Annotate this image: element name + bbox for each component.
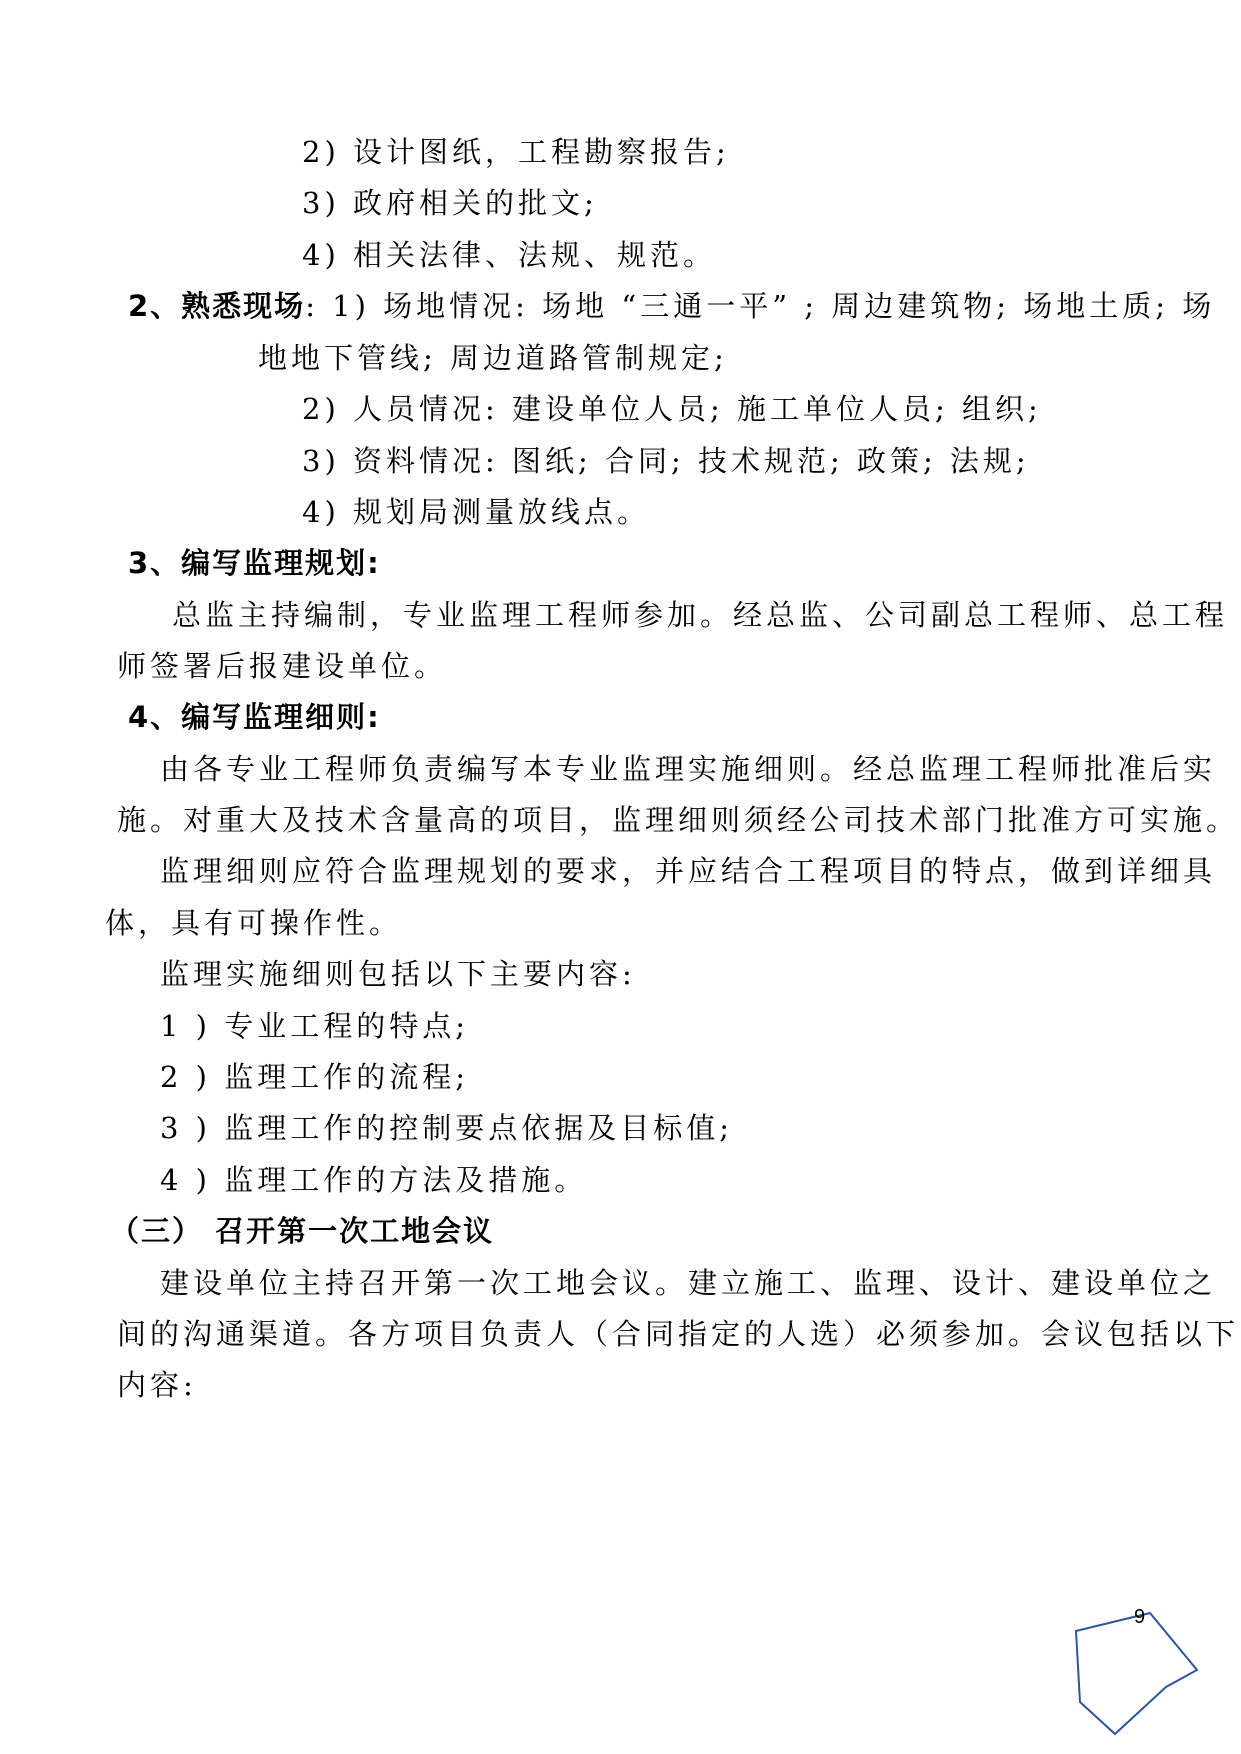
section-3-heading: 3、编写监理规划:: [128, 546, 381, 580]
section-4-paragraph-1-line-1: 由各专业工程师负责编写本专业监理实施细则。经总监理工程师批准后实: [160, 752, 1217, 786]
section-three-paragraph-line-1: 建设单位主持召开第一次工地会议。建立施工、监理、设计、建设单位之: [160, 1266, 1217, 1300]
section-4-heading: 4、编写监理细则:: [128, 700, 381, 734]
section-4-paragraph-2-line-1: 监理细则应符合监理规划的要求，并应结合工程项目的特点，做到详细具: [160, 854, 1217, 888]
section-4-item-3: 3 ) 监理工作的控制要点依据及目标值;: [160, 1111, 733, 1145]
section-three-heading: （三） 召开第一次工地会议: [110, 1214, 495, 1248]
basis-item-3: 3) 政府相关的批文;: [302, 186, 598, 220]
section-2-item-4: 4) 规划局测量放线点。: [302, 495, 650, 529]
basis-item-4: 4) 相关法律、法规、规范。: [302, 238, 716, 272]
basis-item-2: 2) 设计图纸，工程勘察报告;: [302, 135, 730, 169]
section-three-paragraph-line-2: 间的沟通渠道。各方项目负责人（合同指定的人选）必须参加。会议包括以下: [117, 1317, 1240, 1351]
page-number-outline: [1076, 1613, 1197, 1734]
section-4-item-1: 1 ) 专业工程的特点;: [160, 1009, 469, 1043]
section-4-item-2: 2 ) 监理工作的流程;: [160, 1060, 469, 1094]
section-4-paragraph-3: 监理实施细则包括以下主要内容:: [160, 957, 636, 991]
section-4-paragraph-2-line-2: 体，具有可操作性。: [105, 906, 403, 940]
section-2-item-2: 2) 人员情况: 建设单位人员; 施工单位人员; 组织;: [302, 392, 1042, 426]
page-number: 9: [1134, 1606, 1146, 1628]
section-2-site-conditions: : 1) 场地情况: 场地 “三通一平” ; 周边建筑物; 场地土质; 场: [305, 289, 1216, 323]
section-4-item-4: 4 ) 监理工作的方法及措施。: [160, 1163, 588, 1197]
section-4-paragraph-1-line-2: 施。对重大及技术含量高的项目，监理细则须经公司技术部门批准方可实施。: [117, 803, 1240, 837]
section-2-line-1-continued: 地地下管线; 周边道路管制规定;: [258, 341, 728, 375]
section-3-paragraph-line-1: 总监主持编制，专业监理工程师参加。经总监、公司副总工程师、总工程: [172, 598, 1229, 632]
section-three-paragraph-line-3: 内容:: [117, 1368, 197, 1402]
section-3-paragraph-line-2: 师签署后报建设单位。: [117, 649, 448, 683]
section-2-heading: 2、熟悉现场: [128, 289, 306, 323]
section-2-item-3: 3) 资料情况: 图纸; 合同; 技术规范; 政策; 法规;: [302, 444, 1030, 478]
